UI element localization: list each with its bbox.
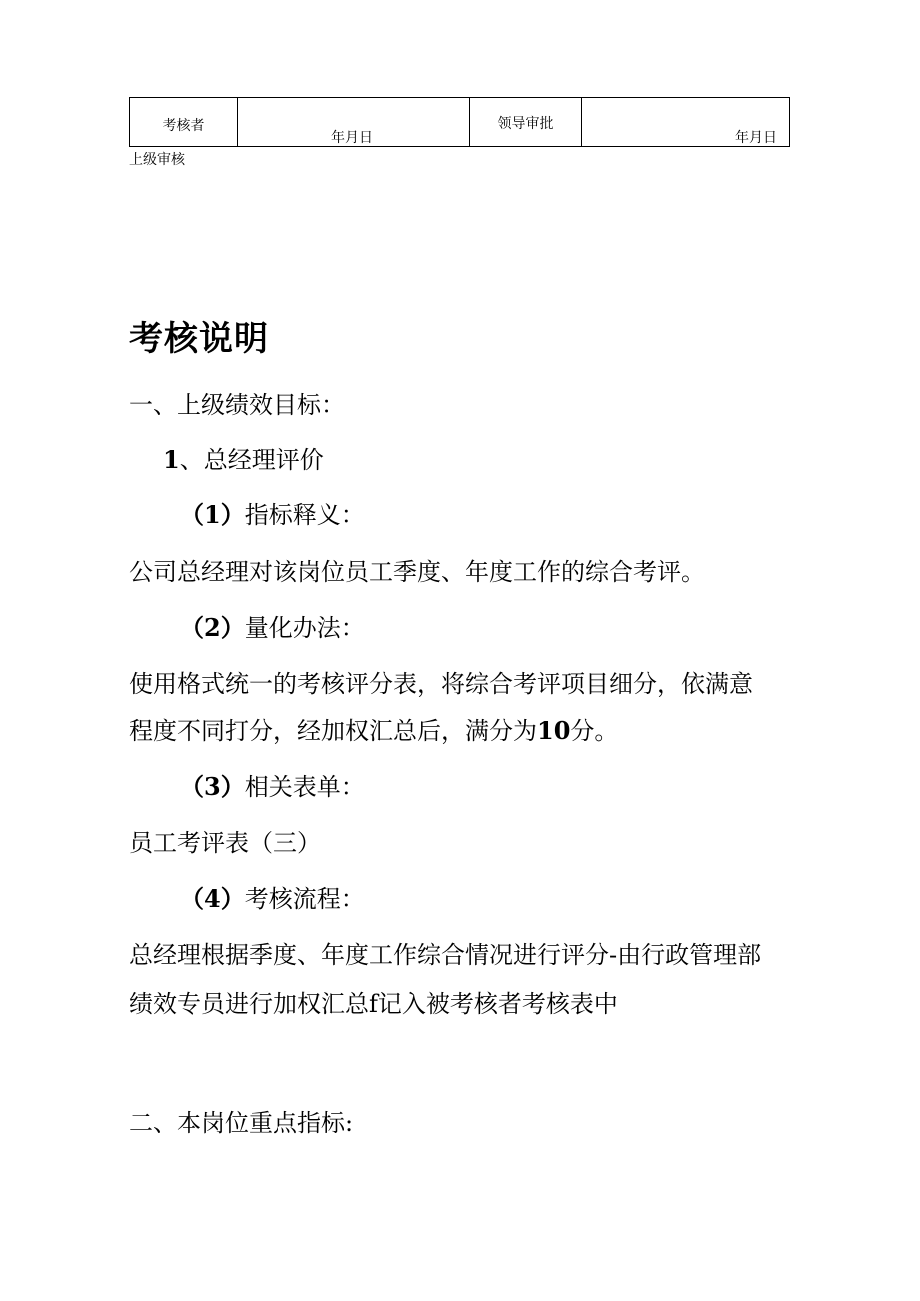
leader-date-cell <box>582 98 790 147</box>
item1-title: 、总经理评价 <box>179 446 324 474</box>
p4-heading <box>180 884 365 914</box>
p3-heading <box>180 772 365 802</box>
supervisor-review-note: 上级审核 <box>129 152 185 168</box>
p4-text-line2: 绩效专员进行加权汇总f记入被考核者考核表中 <box>129 990 618 1018</box>
p1-heading <box>180 500 365 530</box>
item1-heading <box>163 445 324 475</box>
p1-label: 指标释义： <box>244 501 365 529</box>
max-score-number: 10 <box>537 716 571 745</box>
page-title: 考核说明 <box>129 319 269 359</box>
section1-heading: 一、上级绩效目标： <box>129 391 345 419</box>
p2-heading <box>180 613 365 643</box>
p1-number: （1） <box>180 500 245 529</box>
p3-text: 员工考评表（三） <box>129 829 321 857</box>
p2-text-line2-b: 分。 <box>570 717 619 745</box>
leader-date: 年月日 <box>735 130 777 146</box>
signature-table <box>129 97 790 147</box>
p4-number: （4） <box>180 884 245 913</box>
p4-label: 考核流程： <box>244 885 365 913</box>
p2-text-line2-a: 程度不同打分，经加权汇总后，满分为 <box>129 717 537 745</box>
reviewer-date-cell <box>238 98 470 147</box>
p3-number: （3） <box>180 772 245 801</box>
p2-label: 量化办法： <box>244 614 365 642</box>
p1-text: 公司总经理对该岗位员工季度、年度工作的综合考评。 <box>129 558 705 586</box>
reviewer-label: 考核者 <box>162 118 205 134</box>
item1-number: 1 <box>163 445 180 474</box>
p2-text-line2 <box>129 716 618 746</box>
p2-number: （2） <box>180 613 245 642</box>
section2-heading: 二、本岗位重点指标: <box>129 1109 354 1137</box>
p2-text-line1: 使用格式统一的考核评分表，将综合考评项目细分，依满意 <box>129 670 753 698</box>
reviewer-date: 年月日 <box>331 130 373 146</box>
leader-label: 领导审批 <box>497 116 554 132</box>
p4-text-line1: 总经理根据季度、年度工作综合情况进行评分-由行政管理部 <box>129 941 762 969</box>
p3-label: 相关表单： <box>244 773 365 801</box>
leader-label-cell <box>470 98 582 147</box>
reviewer-label-cell <box>130 98 238 147</box>
